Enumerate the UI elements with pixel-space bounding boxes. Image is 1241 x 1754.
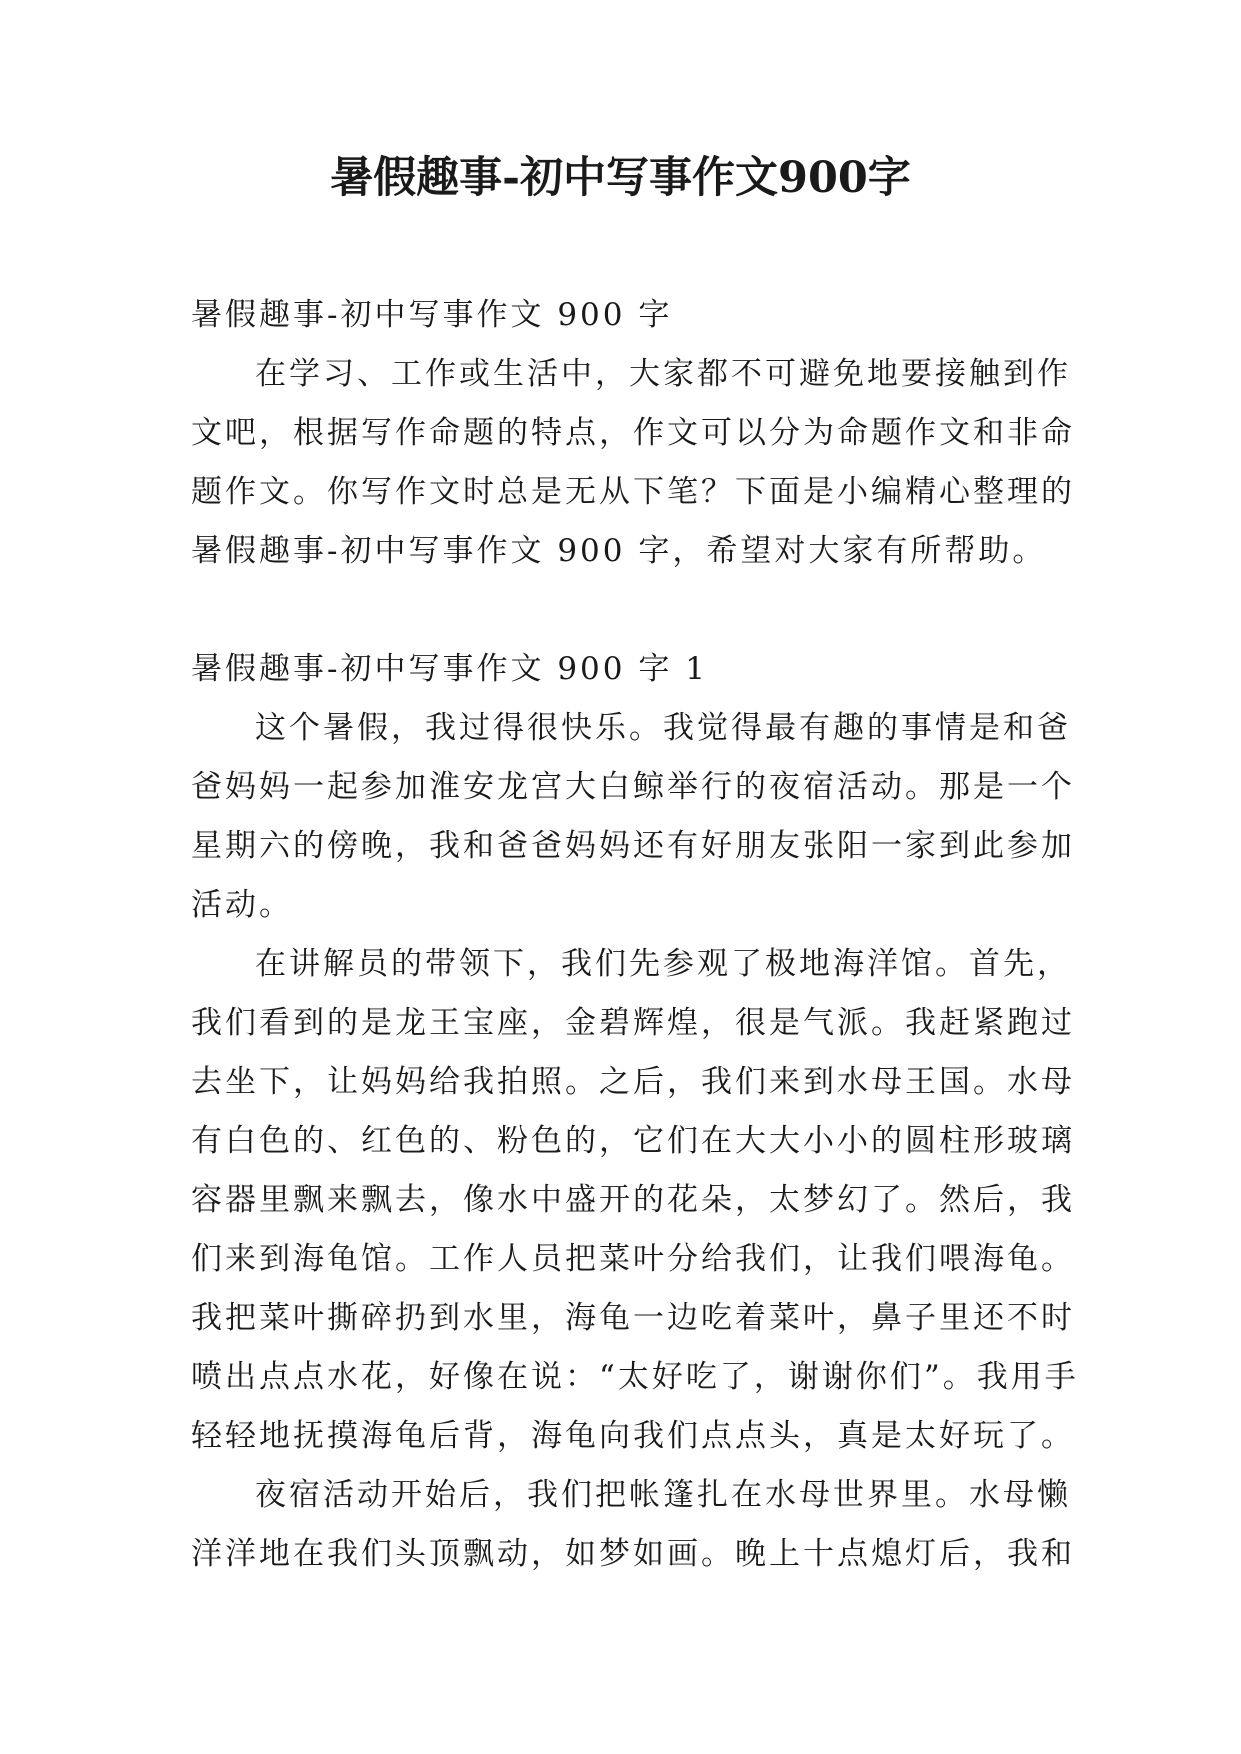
paragraph-2-line: 我把菜叶撕碎扔到水里，海龟一边吃着菜叶，鼻子里还不时 (191, 1300, 1075, 1336)
paragraph-3-line: 夜宿活动开始后，我们把帐篷扎在水母世界里。水母懒 (255, 1477, 1071, 1513)
paragraph-2-line: 们来到海龟馆。工作人员把菜叶分给我们，让我们喂海龟。 (191, 1241, 1075, 1277)
document-body (191, 286, 1079, 1584)
paragraph-2-line: 有白色的、红色的、粉色的，它们在大大小小的圆柱形玻璃 (191, 1123, 1075, 1159)
paragraph-2-line: 喷出点点水花，好像在说：“太好吃了，谢谢你们”。我用手 (191, 1359, 1079, 1395)
intro-line: 在学习、工作或生活中，大家都不可避免地要接触到作 (255, 356, 1071, 392)
document-title: 暑假趣事-初中写事作文900字 (330, 153, 911, 203)
paragraph-2-line: 轻轻地抚摸海龟后背，海龟向我们点点头，真是太好玩了。 (191, 1418, 1075, 1454)
paragraph-2-line: 在讲解员的带领下，我们先参观了极地海洋馆。首先， (255, 946, 1071, 982)
paragraph-1-line: 爸妈妈一起参加淮安龙宫大白鲸举行的夜宿活动。那是一个 (191, 769, 1075, 805)
paragraph-2-line: 我们看到的是龙王宝座，金碧辉煌，很是气派。我赶紧跑过 (191, 1005, 1075, 1041)
intro-line: 暑假趣事-初中写事作文 900 字，希望对大家有所帮助。 (191, 533, 1047, 569)
intro-line: 题作文。你写作文时总是无从下笔？下面是小编精心整理的 (191, 474, 1075, 510)
intro-heading: 暑假趣事-初中写事作文 900 字 (191, 297, 673, 333)
paragraph-1-line: 这个暑假，我过得很快乐。我觉得最有趣的事情是和爸 (255, 710, 1071, 746)
paragraph-2-line: 去坐下，让妈妈给我拍照。之后，我们来到水母王国。水母 (191, 1064, 1075, 1100)
paragraph-1-line: 活动。 (191, 887, 293, 923)
intro-line: 文吧，根据写作命题的特点，作文可以分为命题作文和非命 (191, 415, 1075, 451)
paragraph-2-line: 容器里飘来飘去，像水中盛开的花朵，太梦幻了。然后，我 (191, 1182, 1075, 1218)
paragraph-1-line: 星期六的傍晚，我和爸爸妈妈还有好朋友张阳一家到此参加 (191, 828, 1075, 864)
paragraph-3-line: 洋洋地在我们头顶飘动，如梦如画。晚上十点熄灯后，我和 (191, 1536, 1075, 1572)
section-gap (191, 581, 1071, 640)
essay-heading: 暑假趣事-初中写事作文 900 字 1 (191, 651, 708, 687)
